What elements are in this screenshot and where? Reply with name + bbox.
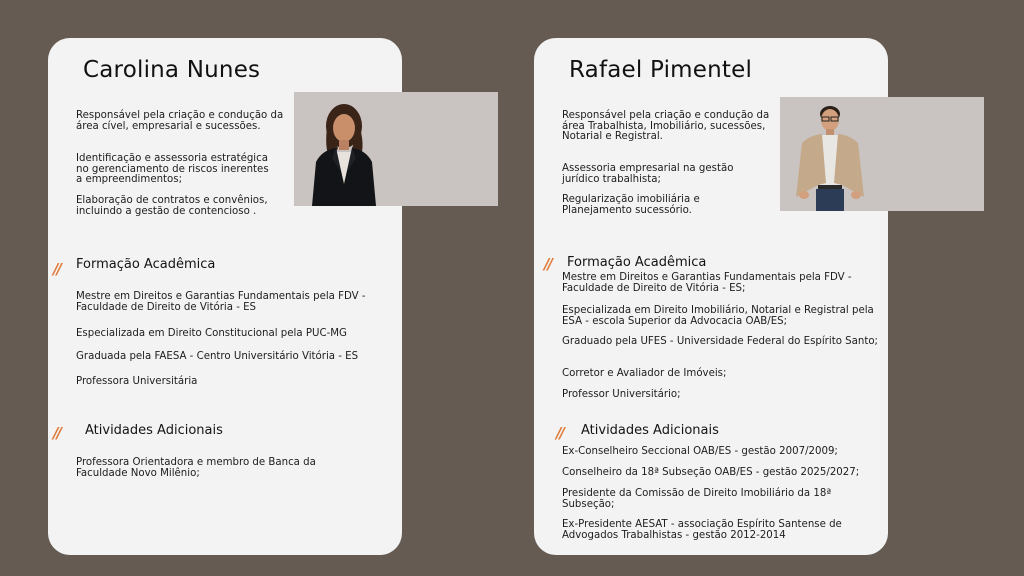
education-item: Especializada em Direito Constitucional pela PUC-MG <box>76 328 347 339</box>
summary-item: Identificação e assessoria estratégica no gerenciamento de riscos inerentes a empreendimentos; <box>76 153 269 185</box>
person-portrait-icon <box>780 97 984 211</box>
profile-photo <box>294 92 498 206</box>
education-item: Professora Universitária <box>76 376 198 387</box>
summary-item: Assessoria empresarial na gestão jurídico trabalhista; <box>562 163 734 185</box>
activity-item: Conselheiro da 18ª Subseção OAB/ES - gestão 2025/2027; <box>562 467 860 478</box>
profile-card-rafael <box>534 38 888 555</box>
summary-item: Regularização imobiliária e Planejamento sucessório. <box>562 194 700 216</box>
activity-item: Presidente da Comissão de Direito Imobiliário da 18ª Subseção; <box>562 488 832 510</box>
education-item: Mestre em Direitos e Garantias Fundamentais pela FDV - Faculdade de Direito de Vitória - ES <box>76 291 366 313</box>
education-item: Graduada pela FAESA - Centro Universitário Vitória - ES <box>76 351 359 362</box>
summary-item: Responsável pela criação e condução da área Trabalhista, Imobiliário, sucessões, Notarial e Registral. <box>562 110 770 142</box>
education-item: Professor Universitário; <box>562 389 681 400</box>
double-slash-icon: // <box>544 255 551 273</box>
profile-name: Carolina Nunes <box>83 57 261 83</box>
education-item: Especializada em Direito Imobiliário, Notarial e Registral pela ESA - escola Superior da Advocacia OAB/ES; <box>562 305 874 327</box>
profile-card-carolina <box>48 38 402 555</box>
double-slash-icon: // <box>53 424 60 442</box>
activity-item: Ex-Conselheiro Seccional OAB/ES - gestão 2007/2009; <box>562 446 838 457</box>
section-title-education: Formação Acadêmica <box>76 257 216 272</box>
double-slash-icon: // <box>53 260 60 278</box>
double-slash-icon: // <box>556 424 563 442</box>
section-title-education: Formação Acadêmica <box>567 255 707 270</box>
section-title-activities: Atividades Adicionais <box>85 423 223 438</box>
activity-item: Ex-Presidente AESAT - associação Espírito Santense de Advogados Trabalhistas - gestão 2012-2014 <box>562 519 842 541</box>
person-portrait-icon <box>294 92 498 206</box>
summary-item: Responsável pela criação e condução da área cível, empresarial e sucessões. <box>76 110 284 132</box>
profile-name: Rafael Pimentel <box>569 57 753 83</box>
summary-item: Elaboração de contratos e convênios, incluindo a gestão de contencioso . <box>76 195 268 217</box>
activity-item: Professora Orientadora e membro de Banca da Faculdade Novo Milênio; <box>76 457 316 479</box>
education-item: Mestre em Direitos e Garantias Fundamentais pela FDV - Faculdade de Direito de Vitória - ES; <box>562 272 852 294</box>
education-item: Corretor e Avaliador de Imóveis; <box>562 368 727 379</box>
education-item: Graduado pela UFES - Universidade Federal do Espírito Santo; <box>562 336 878 347</box>
profile-photo <box>780 97 984 211</box>
section-title-activities: Atividades Adicionais <box>581 423 719 438</box>
